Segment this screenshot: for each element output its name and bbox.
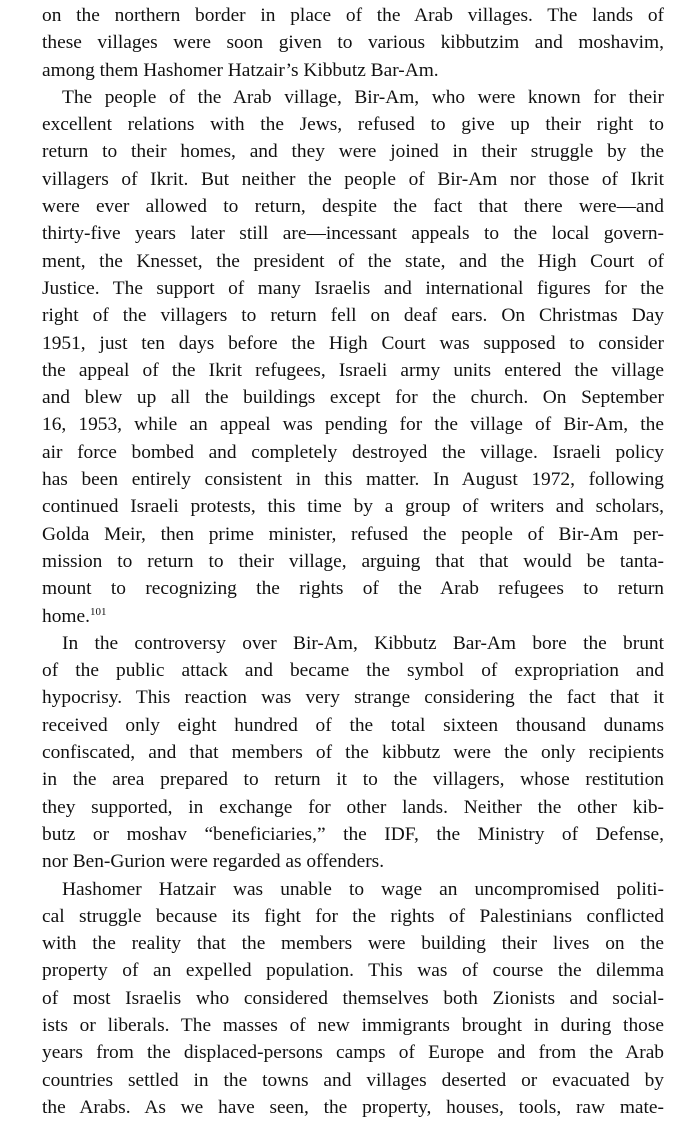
- line-text: air force bombed and completely destroyed the village. Israeli policy: [42, 441, 664, 463]
- line-text: excellent relations with the Jews, refused to give up their right to: [42, 114, 664, 136]
- text-line: [42, 903, 664, 930]
- document-page: [42, 2, 664, 1121]
- line-text: Hashomer Hatzair was unable to wage an uncompromised politi-: [62, 878, 664, 900]
- line-text: cal struggle because its fight for the rights of Palestinians conflicted: [42, 905, 664, 927]
- line-text: In the controversy over Bir-Am, Kibbutz Bar-Am bore the brunt: [62, 632, 664, 654]
- text-line: [42, 1094, 664, 1121]
- text-line: [42, 29, 664, 56]
- text-line: [42, 2, 664, 29]
- text-line: [42, 466, 664, 493]
- line-text: right of the villagers to return fell on deaf ears. On Christmas Day: [42, 305, 664, 327]
- line-text: Golda Meir, then prime minister, refused the people of Bir-Am per-: [42, 523, 664, 545]
- line-text: 16, 1953, while an appeal was pending for the village of Bir-Am, the: [42, 414, 664, 436]
- text-line: [42, 411, 664, 438]
- text-line: [42, 138, 664, 165]
- line-text: has been entirely consistent in this matter. In August 1972, following: [42, 469, 664, 491]
- line-text: villagers of Ikrit. But neither the people of Bir-Am nor those of Ikrit: [42, 168, 664, 190]
- text-line: [42, 848, 664, 875]
- footnote-reference: 101: [89, 605, 107, 618]
- line-text: continued Israeli protests, this time by a group of writers and scholars,: [42, 496, 664, 518]
- text-line: [42, 603, 664, 630]
- text-line: [42, 1039, 664, 1066]
- line-text: the Arabs. As we have seen, the property, houses, tools, raw mate-: [42, 1096, 664, 1118]
- text-line: [42, 876, 664, 903]
- line-text: with the reality that the members were building their lives on the: [42, 933, 664, 955]
- text-line: [42, 957, 664, 984]
- text-line: [42, 657, 664, 684]
- text-line: [42, 712, 664, 739]
- text-line: [42, 739, 664, 766]
- line-text: home.: [42, 605, 90, 627]
- text-line: [42, 493, 664, 520]
- text-line: [42, 357, 664, 384]
- text-line: [42, 384, 664, 411]
- line-text: hypocrisy. This reaction was very strange considering the fact that it: [42, 687, 664, 709]
- text-line: [42, 766, 664, 793]
- line-text: nor Ben-Gurion were regarded as offenders.: [42, 851, 385, 873]
- line-text: years from the displaced-persons camps of Europe and from the Arab: [42, 1042, 664, 1064]
- line-text: in the area prepared to return it to the villagers, whose restitution: [42, 769, 664, 791]
- line-text: of the public attack and became the symbol of expropriation and: [42, 660, 664, 682]
- line-text: mount to recognizing the rights of the Arab refugees to return: [42, 578, 664, 600]
- text-line: [42, 930, 664, 957]
- line-text: ists or liberals. The masses of new immigrants brought in during those: [42, 1014, 664, 1036]
- text-line: [42, 111, 664, 138]
- text-line: [42, 57, 664, 84]
- text-line: [42, 330, 664, 357]
- line-text: The people of the Arab village, Bir-Am, who were known for their: [62, 86, 664, 108]
- line-text: return to their homes, and they were joined in their struggle by the: [42, 141, 664, 163]
- line-text: Justice. The support of many Israelis and international figures for the: [42, 277, 664, 299]
- line-text: thirty-five years later still are—incessant appeals to the local govern-: [42, 223, 664, 245]
- line-text: butz or moshav “beneficiaries,” the IDF, the Ministry of Defense,: [42, 823, 664, 845]
- line-text: property of an expelled population. This was of course the dilemma: [42, 960, 664, 982]
- text-line: [42, 193, 664, 220]
- line-text: confiscated, and that members of the kibbutz were the only recipients: [42, 742, 664, 764]
- text-line: [42, 1067, 664, 1094]
- line-text: ment, the Knesset, the president of the state, and the High Court of: [42, 250, 664, 272]
- text-line: [42, 985, 664, 1012]
- line-text: mission to return to their village, arguing that that would be tanta-: [42, 550, 664, 572]
- line-text: were ever allowed to return, despite the fact that there were—and: [42, 196, 664, 218]
- line-text: and blew up all the buildings except for the church. On September: [42, 387, 664, 409]
- line-text: they supported, in exchange for other lands. Neither the other kib-: [42, 796, 664, 818]
- line-text: among them Hashomer Hatzair’s Kibbutz Bar-Am.: [42, 59, 439, 81]
- line-text: the appeal of the Ikrit refugees, Israeli army units entered the village: [42, 359, 664, 381]
- text-line: [42, 521, 664, 548]
- text-line: [42, 84, 664, 111]
- text-line: [42, 575, 664, 602]
- text-line: [42, 302, 664, 329]
- text-line: [42, 220, 664, 247]
- line-text: countries settled in the towns and villages deserted or evacuated by: [42, 1069, 664, 1091]
- line-text: these villages were soon given to various kibbutzim and moshavim,: [42, 32, 664, 54]
- text-line: [42, 630, 664, 657]
- text-line: [42, 1012, 664, 1039]
- text-line: [42, 166, 664, 193]
- text-line: [42, 275, 664, 302]
- text-line: [42, 794, 664, 821]
- line-text: 1951, just ten days before the High Court was supposed to consider: [42, 332, 664, 354]
- line-text: of most Israelis who considered themselves both Zionists and social-: [42, 987, 664, 1009]
- text-line: [42, 821, 664, 848]
- text-line: [42, 684, 664, 711]
- line-text: on the northern border in place of the Arab villages. The lands of: [42, 5, 664, 26]
- text-line: [42, 439, 664, 466]
- text-line: [42, 548, 664, 575]
- text-line: [42, 248, 664, 275]
- line-text: received only eight hundred of the total sixteen thousand dunams: [42, 714, 664, 736]
